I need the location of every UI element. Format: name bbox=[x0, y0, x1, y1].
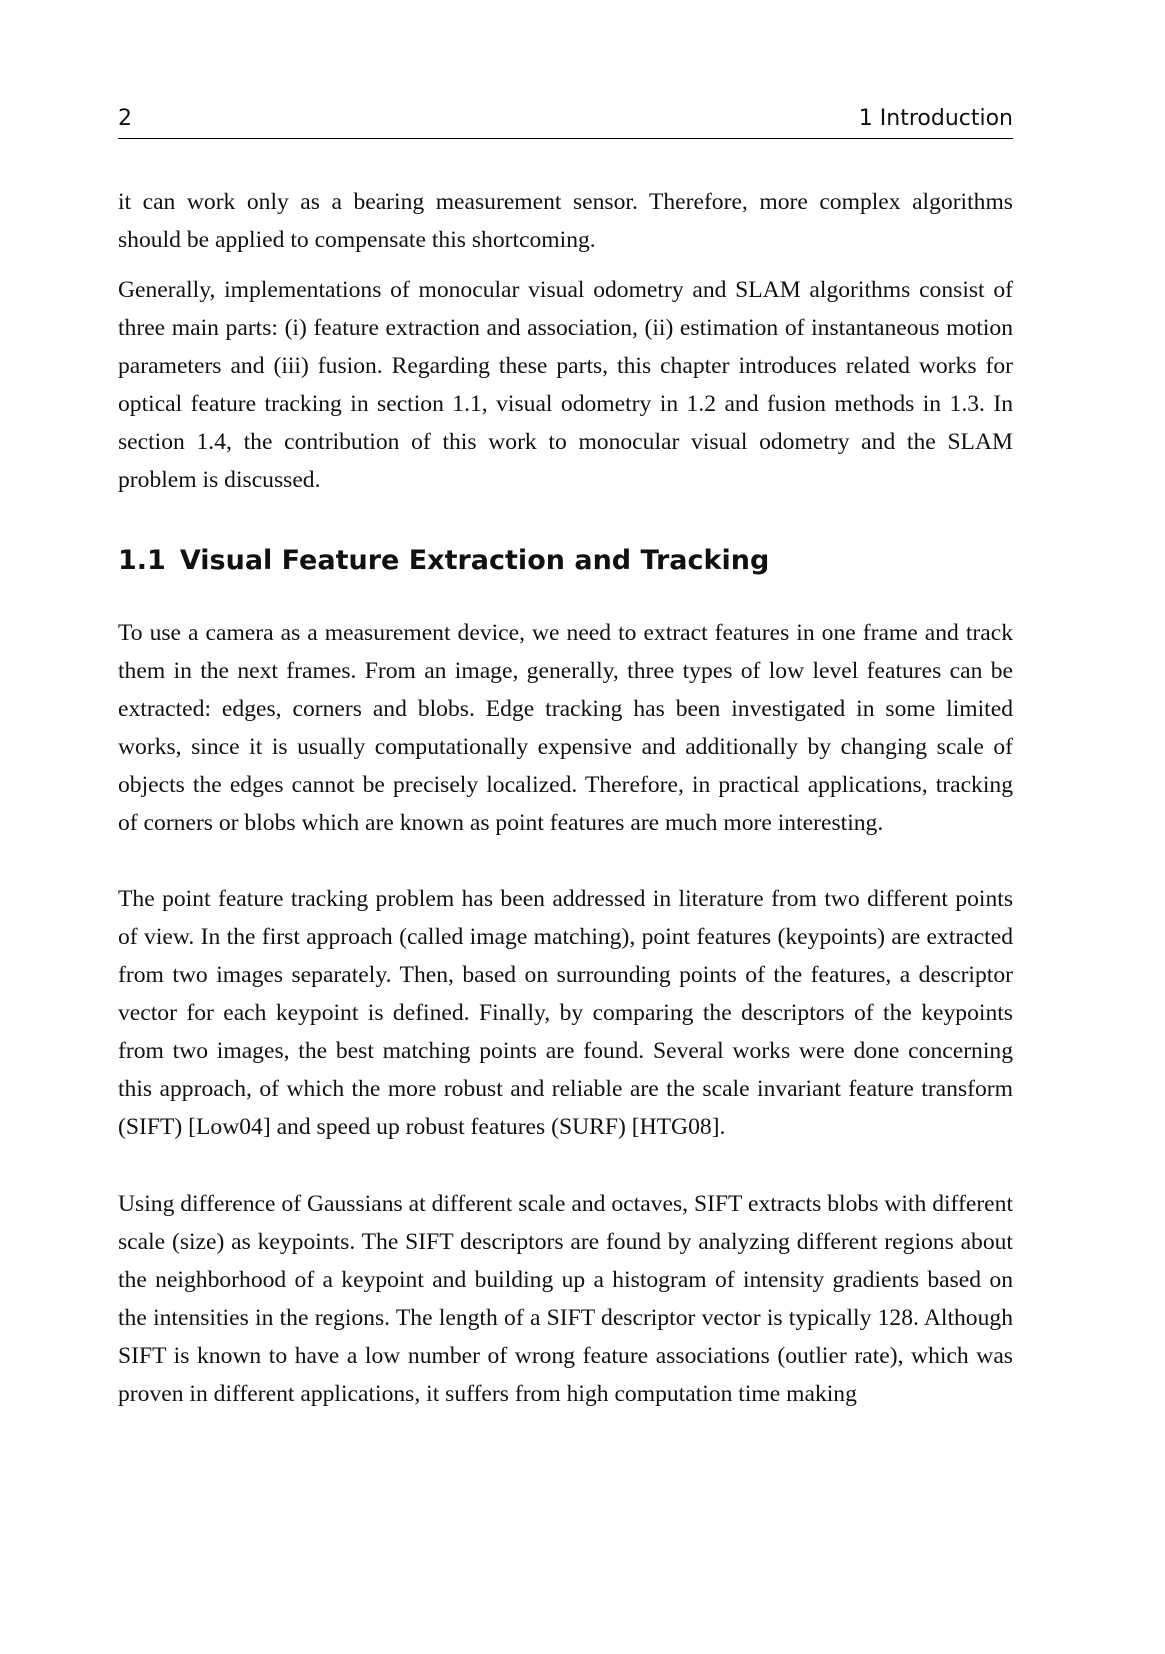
paragraph-2: Generally, implementations of monocular visual odometry and SLAM algorithms consist of three main parts: (i) feature extraction and association, (ii) estimation of instantaneous motion parameters and (iii) fusion. Regarding these parts, this chapter introduces related works for optical feature tracking in section 1.1, visual odometry in 1.2 and fusion methods in 1.3. In section 1.4, the contribution of this work to monocular visual odometry and the SLAM problem is discussed. bbox=[118, 277, 1013, 493]
section-number: 1.1 bbox=[118, 545, 166, 576]
chapter-title: 1 Introduction bbox=[858, 106, 1013, 131]
paragraph-1: it can work only as a bearing measurement sensor. Therefore, more complex algorithms should be applied to compensate this shortcoming. bbox=[118, 189, 1013, 253]
running-header bbox=[118, 100, 1013, 139]
section-title: Visual Feature Extraction and Tracking bbox=[179, 545, 770, 576]
section-heading bbox=[118, 545, 769, 576]
paragraph-4: The point feature tracking problem has been addressed in literature from two different points of view. In the first approach (called image matching), point features (keypoints) are extracted from two images separately. Then, based on surrounding points of the features, a descriptor vector for each keypoint is defined. Finally, by comparing the descriptors of the keypoints from two images, the best matching points are found. Several works were done concerning this approach, of which the more robust and reliable are the scale invariant feature transform (SIFT) [Low04] and speed up robust features (SURF) [HTG08]. bbox=[118, 886, 1013, 1140]
page-number: 2 bbox=[118, 106, 132, 131]
paragraph-5: Using difference of Gaussians at different scale and octaves, SIFT extracts blobs with different scale (size) as keypoints. The SIFT descriptors are found by analyzing different regions about the neighborhood of a keypoint and building up a histogram of intensity gradients based on the intensities in the regions. The length of a SIFT descriptor vector is typically 128. Although SIFT is known to have a low number of wrong feature associations (outlier rate), which was proven in different applications, it suffers from high computation time making bbox=[118, 1191, 1013, 1407]
paragraph-3: To use a camera as a measurement device, we need to extract features in one frame and track them in the next frames. From an image, generally, three types of low level features can be extracted: edges, corners and blobs. Edge tracking has been investigated in some limited works, since it is usually computationally expensive and additionally by changing scale of objects the edges cannot be precisely localized. Therefore, in practical applications, tracking of corners or blobs which are known as point features are much more interesting. bbox=[118, 620, 1013, 836]
